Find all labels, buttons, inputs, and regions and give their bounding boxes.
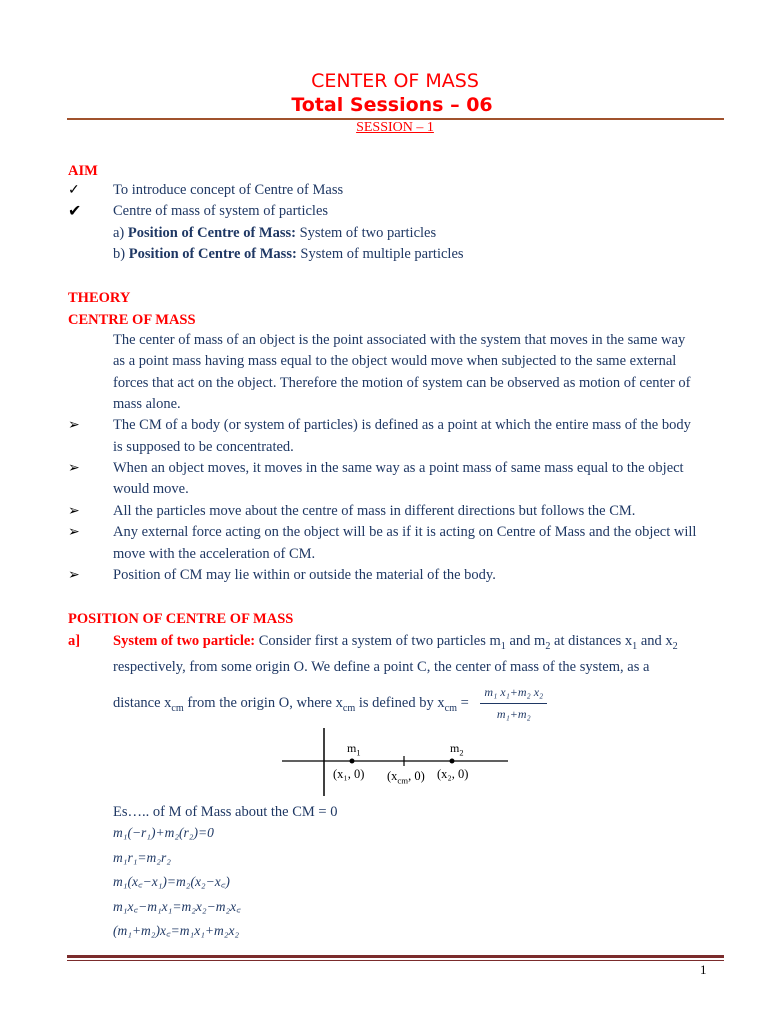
fraction-numerator: m₁ x₁+m₂ x₂ (480, 682, 547, 704)
text: is defined by x (355, 695, 445, 712)
position-heading: POSITION OF CENTRE OF MASS (68, 611, 294, 627)
heavy-check-icon: ✔ (68, 203, 82, 220)
particle-m1-dot (350, 759, 355, 764)
bullet-line: Position of CM may lie within or outside the material of the body. (113, 567, 496, 583)
position-line-2: respectively, from some origin O. We define a point C, the center of mass of the system, as a (113, 659, 650, 675)
subitem-bold: Position of Centre of Mass: (127, 225, 296, 241)
theory-paragraph-line: forces that act on the object. Therefore the motion of system can be observed as motion of center of (113, 375, 691, 391)
equation: (m₁+m₂)x꜀=m₁x₁+m₂x₂ (113, 923, 240, 938)
text: distance x (113, 695, 172, 712)
equation: m₁x꜀−m₁x₁=m₂x₂−m₂x꜀ (113, 899, 241, 914)
text: m (347, 741, 357, 755)
centre-of-mass-heading: CENTRE OF MASS (68, 312, 196, 328)
arrow-bullet-icon: ➢ (68, 504, 80, 519)
subitem-prefix: b) (113, 246, 126, 262)
theory-paragraph-line: as a point mass having mass equal to the object would move when subjected to the same external (113, 353, 677, 369)
subitem-text: System of two particles (295, 225, 437, 241)
bullet-line: Any external force acting on the object will be as if it is acting on Centre of Mass and the object will (113, 524, 697, 540)
text: , 0) (408, 769, 425, 783)
equation: m₁(−r₁)+m₂(r₂)=0 (113, 825, 214, 840)
two-particle-diagram (280, 726, 512, 798)
subscript: 1 (632, 640, 638, 652)
position-line-3 (113, 682, 722, 726)
footer-rule-thin (67, 960, 724, 961)
derivation-intro: Es….. of M of Mass about the CM = 0 (113, 804, 338, 820)
subitem-text: System of multiple particles (296, 246, 464, 262)
m2-label (450, 741, 464, 757)
equation: m₁(x꜀−x₁)=m₂(x₂−x꜀) (113, 874, 230, 889)
text: from the origin O, where x (183, 695, 343, 712)
document-title: CENTER OF MASS (311, 70, 479, 92)
aim-heading: AIM (68, 163, 98, 179)
theory-paragraph-line: The center of mass of an object is the point associated with the system that moves in the same way (113, 332, 686, 348)
subscript: 2 (672, 640, 678, 652)
subitem-bold: Position of Centre of Mass: (128, 246, 297, 262)
theory-heading: THEORY (68, 290, 131, 306)
cm-fraction (480, 682, 547, 726)
arrow-bullet-icon: ➢ (68, 525, 80, 540)
bullet-line: move with the acceleration of CM. (113, 546, 316, 562)
text: = (456, 695, 469, 712)
text: Consider first a system of two particles m (255, 633, 501, 649)
bullet-line: is supposed to be concentrated. (113, 439, 294, 455)
session-label: SESSION – 1 (356, 120, 434, 135)
subitem-prefix: a) (113, 225, 125, 241)
subscript: cm (397, 775, 409, 786)
bullet-line: All the particles move about the centre of mass in different directions but follows the CM. (113, 503, 636, 519)
position-line-1 (113, 631, 722, 657)
subscript: cm (342, 703, 356, 715)
text: and m (505, 633, 546, 649)
equation: m₁r₁=m₂r₂ (113, 850, 171, 865)
text: (x (387, 769, 398, 783)
arrow-bullet-icon: ➢ (68, 418, 80, 433)
text: m (450, 741, 460, 755)
aim-subitem (113, 223, 722, 244)
xcm-coordinate (387, 769, 425, 786)
text: and x (637, 633, 673, 649)
text: at distances x (550, 633, 633, 649)
subscript: cm (444, 703, 457, 715)
bullet-line: When an object moves, it moves in the same way as a point mass of same mass equal to the object (113, 460, 684, 476)
aim-item: Centre of mass of system of particles (113, 203, 329, 219)
aim-subitem (113, 244, 722, 265)
bullet-line: would move. (113, 481, 189, 497)
section-label: a] (68, 633, 81, 649)
x1-coordinate: (x₁, 0) (333, 767, 365, 781)
footer-rule-thick (67, 955, 724, 958)
aim-item: To introduce concept of Centre of Mass (113, 182, 344, 198)
page-number: 1 (700, 962, 707, 977)
m1-label (347, 741, 361, 757)
arrow-bullet-icon: ➢ (68, 461, 80, 476)
particle-m2-dot (450, 759, 455, 764)
bullet-line: The CM of a body (or system of particles) is defined as a point at which the entire mass of the body (113, 417, 691, 433)
system-label: System of two particle: (113, 633, 256, 649)
subscript: cm (171, 703, 184, 715)
document-subtitle: Total Sessions – 06 (291, 94, 493, 116)
check-icon: ✓ (68, 183, 80, 198)
subscript: 1 (356, 748, 361, 758)
fraction-denominator: m₁+m₂ (496, 707, 531, 722)
x2-coordinate: (x₂, 0) (437, 767, 469, 781)
subscript: 2 (459, 748, 464, 758)
subscript: 2 (545, 640, 551, 652)
theory-paragraph-line: mass alone. (113, 396, 181, 412)
arrow-bullet-icon: ➢ (68, 568, 80, 583)
subscript: 1 (500, 640, 506, 652)
